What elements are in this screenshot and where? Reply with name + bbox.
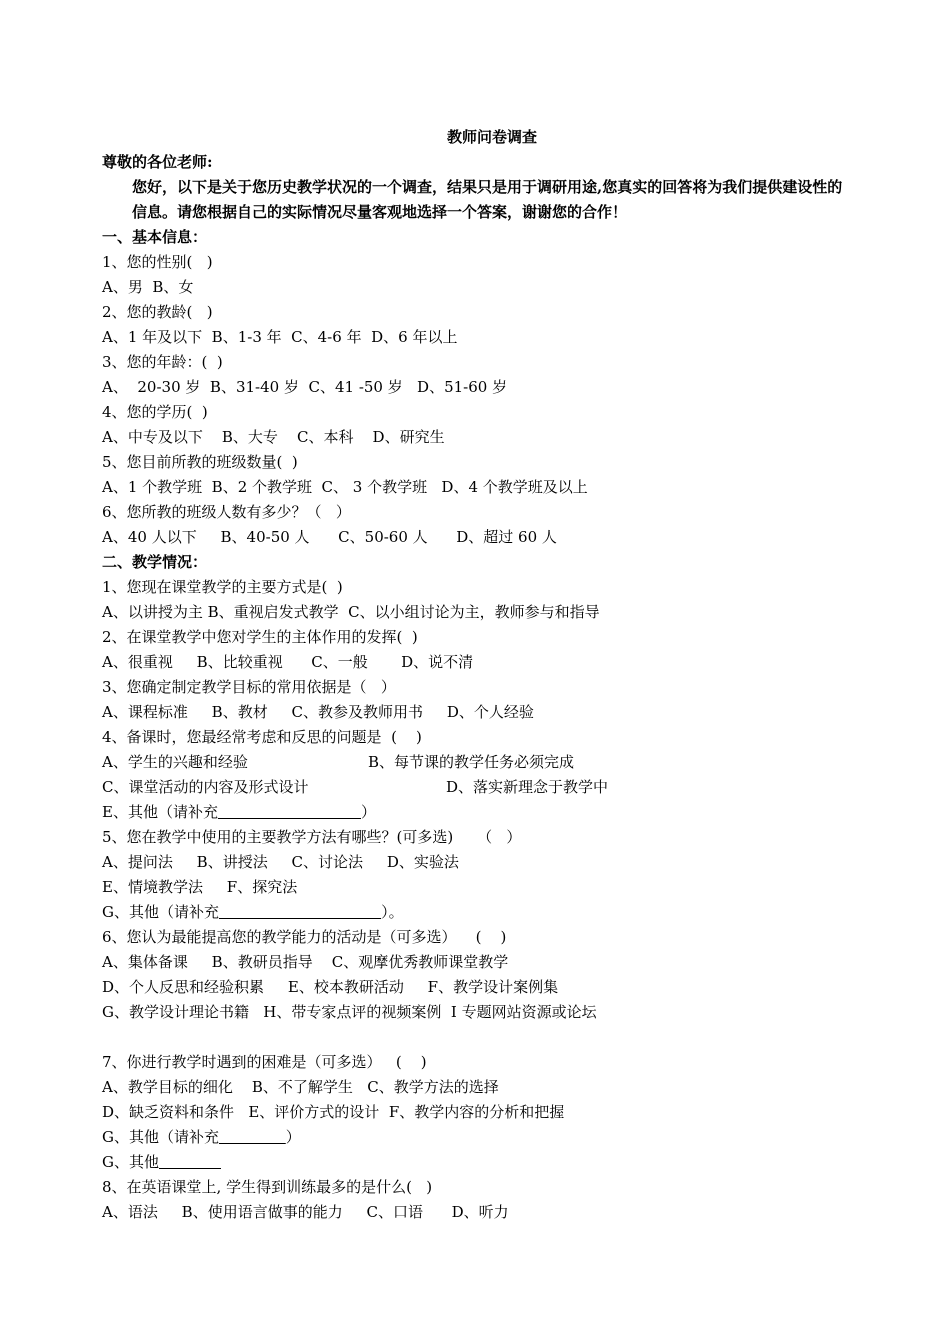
question-line: 6、您认为最能提高您的教学能力的活动是（可多选） ( ) — [102, 928, 507, 946]
question-line: 1、您现在课堂教学的主要方式是( ) — [102, 578, 343, 596]
section-basic-info-heading: 一、基本信息： — [102, 228, 208, 246]
survey-document — [102, 125, 852, 1225]
option-b: B、每节课的教学任务必须完成 — [368, 753, 575, 771]
question-line: 8、在英语课堂上, 学生得到训练最多的是什么( ) — [102, 1178, 433, 1196]
question-line: 3、您确定制定教学目标的常用依据是（ ） — [102, 678, 396, 696]
question-line: 5、您在教学中使用的主要教学方法有哪些？(可多选) （ ） — [102, 828, 522, 846]
fill-in-blank[interactable] — [219, 903, 381, 921]
blank-spacer — [102, 1025, 852, 1050]
fill-in-label: G、其他（请补充 — [102, 903, 219, 921]
fill-in-label: G、其他 — [102, 1153, 159, 1171]
fill-in-blank[interactable] — [159, 1153, 221, 1171]
options-row — [102, 775, 852, 800]
option-d: D、落实新理念于教学中 — [446, 778, 609, 796]
section-teaching-heading: 二、教学情况： — [102, 553, 208, 571]
option-c: C、课堂活动的内容及形式设计 — [102, 778, 309, 796]
fill-in-close: ）。 — [381, 903, 404, 921]
question-line: 6、您所教的班级人数有多少？（ ） — [102, 503, 351, 521]
options-line: D、个人反思和经验积累 E、校本教研活动 F、教学设计案例集 — [102, 978, 559, 996]
question-line: 2、您的教龄( ) — [102, 303, 213, 321]
fill-in-label: G、其他（请补充 — [102, 1128, 219, 1146]
options-line: A、语法 B、使用语言做事的能力 C、口语 D、听力 — [102, 1203, 509, 1221]
fill-in-blank[interactable] — [219, 1128, 286, 1146]
options-line: D、缺乏资料和条件 E、评价方式的设计 F、教学内容的分析和把握 — [102, 1103, 565, 1121]
options-line: A、很重视 B、比较重视 C、一般 D、说不清 — [102, 653, 474, 671]
options-line: A、40 人以下 B、40-50 人 C、50-60 人 D、超过 60 人 — [102, 528, 557, 546]
fill-in-line — [102, 1125, 852, 1150]
options-line: A、集体备课 B、教研员指导 C、观摩优秀教师课堂教学 — [102, 953, 509, 971]
options-line: A、教学目标的细化 B、不了解学生 C、教学方法的选择 — [102, 1078, 499, 1096]
question-line: 5、您目前所教的班级数量( ) — [102, 453, 298, 471]
fill-in-close: ） — [361, 803, 377, 821]
options-line: A、1 年及以下 B、1-3 年 C、4-6 年 D、6 年以上 — [102, 328, 458, 346]
fill-in-line — [102, 800, 852, 825]
fill-in-blank[interactable] — [218, 803, 361, 821]
options-line: A、中专及以下 B、大专 C、本科 D、研究生 — [102, 428, 445, 446]
options-line: A、提问法 B、讲授法 C、讨论法 D、实验法 — [102, 853, 459, 871]
intro-paragraph: 您好，以下是关于您历史教学状况的一个调查，结果只是用于调研用途,您真实的回答将为我们提供建设性的信息。请您根据自己的实际情况尽量客观地选择一个答案，谢谢您的合作！ — [132, 178, 843, 221]
option-a: A、学生的兴趣和经验 — [102, 753, 248, 771]
options-row — [102, 750, 852, 775]
fill-in-label: E、其他（请补充 — [102, 803, 218, 821]
question-line: 4、您的学历( ) — [102, 403, 208, 421]
fill-in-line — [102, 1150, 852, 1175]
fill-in-line — [102, 900, 852, 925]
options-line: A、以讲授为主 B、重视启发式教学 C、以小组讨论为主，教师参与和指导 — [102, 603, 600, 621]
question-line: 4、备课时，您最经常考虑和反思的问题是 ( ) — [102, 728, 422, 746]
fill-in-close: ） — [285, 1128, 301, 1146]
document-title: 教师问卷调查 — [446, 128, 537, 146]
options-line: A、1 个教学班 B、2 个教学班 C、 3 个教学班 D、4 个教学班及以上 — [102, 478, 588, 496]
question-line: 7、你进行教学时遇到的困难是（可多选） ( ) — [102, 1053, 427, 1071]
options-line: E、情境教学法 F、探究法 — [102, 878, 298, 896]
options-line: A、 20-30 岁 B、31-40 岁 C、41 -50 岁 D、51-60 岁 — [102, 378, 508, 396]
question-line: 3、您的年龄：( ) — [102, 353, 223, 371]
question-line: 1、您的性别( ) — [102, 253, 213, 271]
question-line: 2、在课堂教学中您对学生的主体作用的发挥( ) — [102, 628, 418, 646]
salutation: 尊敬的各位老师: — [102, 153, 213, 171]
options-line: A、课程标准 B、教材 C、教参及教师用书 D、个人经验 — [102, 703, 534, 721]
options-line: G、教学设计理论书籍 H、带专家点评的视频案例 I 专题网站资源或论坛 — [102, 1003, 597, 1021]
options-line: A、男 B、女 — [102, 278, 194, 296]
